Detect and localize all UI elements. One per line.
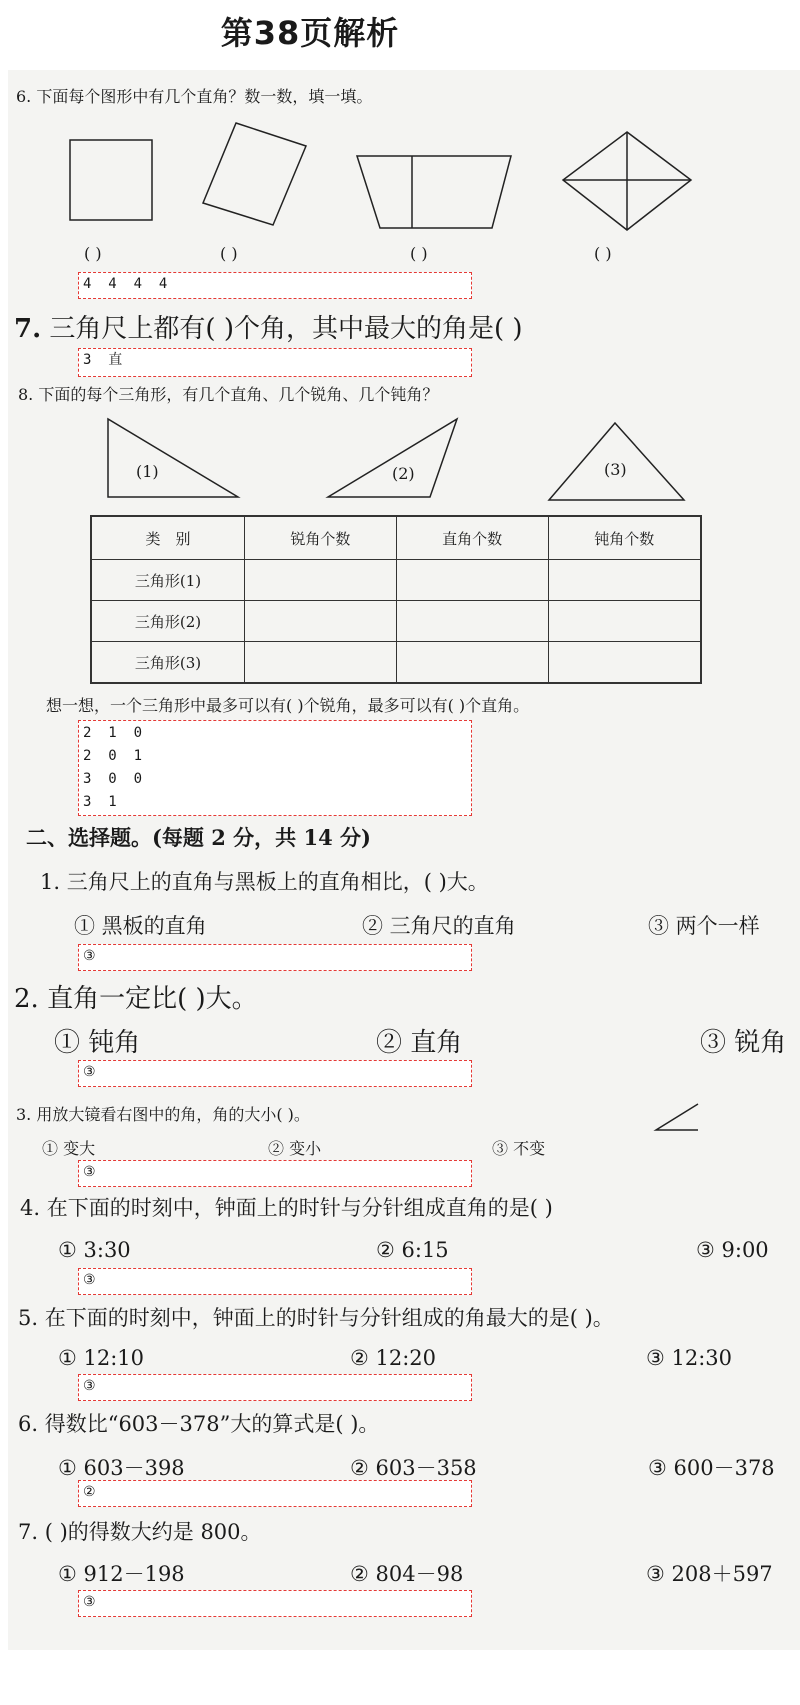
choice-3-option-1: ① 变大 [42,1139,96,1158]
choice-7-option-3: ③ 208＋597 [646,1562,773,1586]
choice-1-option-3: ③ 两个一样 [648,914,760,938]
answer-q8-line: 2 0 1 [83,748,143,764]
choice-2-option-1: ① 钝角 [54,1028,141,1058]
section-2-title: 二、选择题。(每题 2 分，共 14 分) [26,825,371,850]
choice-2-option-2: ② 直角 [376,1028,463,1058]
choice-4-text: 4. 在下面的时刻中，钟面上的时针与分针组成直角的是( ) [20,1196,553,1220]
header-category: 类 别 [91,516,245,560]
choice-3-option-3: ③ 不变 [492,1139,546,1158]
answer-c5: ③ [83,1378,96,1394]
choice-7-text: 7. ( )的得数大约是 800。 [18,1520,262,1544]
choice-5-text: 5. 在下面的时刻中，钟面上的时针与分针组成的角最大的是( )。 [18,1306,614,1330]
answer-c2: ③ [83,1064,96,1080]
answer-c4: ③ [83,1272,96,1288]
choice-5-option-3: ③ 12:30 [646,1346,733,1370]
choice-5-option-1: ① 12:10 [58,1346,145,1370]
choice-7-option-1: ① 912－198 [58,1562,185,1586]
header-acute: 锐角个数 [245,516,397,560]
blank-3: ( ) [410,244,428,263]
question-7-number: 7. [14,314,42,344]
choice-4-option-2: ② 6:15 [376,1238,449,1262]
choice-6-text: 6. 得数比“603－378”大的算式是( )。 [18,1412,380,1436]
blank-2: ( ) [220,244,238,263]
blank-4: ( ) [594,244,612,263]
choice-3-text: 3. 用放大镜看右图中的角，角的大小( )。 [16,1105,310,1124]
answer-box-c5 [78,1374,472,1401]
answer-q6: 4 4 4 4 [83,276,168,292]
answer-box-c7 [78,1590,472,1617]
triangle-2-label: (2) [392,464,415,483]
answer-box-c6 [78,1480,472,1507]
answer-q7: 3 直 [83,352,123,368]
answer-box-c3 [78,1160,472,1187]
answer-q8-line: 3 0 0 [83,771,143,787]
choice-6-option-3: ③ 600－378 [648,1456,775,1480]
answer-c7: ③ [83,1594,96,1610]
answer-q8-line: 2 1 0 [83,725,143,741]
answer-c6: ② [83,1484,96,1500]
choice-2-text: 2. 直角一定比( )大。 [14,984,258,1014]
choice-7-option-2: ② 804－98 [350,1562,464,1586]
choice-4-option-1: ① 3:30 [58,1238,131,1262]
question-8-text: 8. 下面的每个三角形，有几个直角、几个锐角、几个钝角？ [18,385,439,404]
think-prompt: 想一想，一个三角形中最多可以有( )个锐角，最多可以有( )个直角。 [46,696,530,715]
blank-1: ( ) [84,244,102,263]
answer-q8-line: 3 1 [83,794,117,810]
question-7-body: 三角尺上都有( )个角，其中最大的角是( ) [49,314,523,344]
choice-1-text: 1. 三角尺上的直角与黑板上的直角相比，( )大。 [40,870,489,894]
header-right: 直角个数 [396,516,548,560]
choice-1-option-1: ① 黑板的直角 [74,914,207,938]
answer-c1: ③ [83,948,96,964]
triangle-1-label: (1) [136,462,159,481]
page-title: 第38页解析 [220,14,400,52]
choice-5-option-2: ② 12:20 [350,1346,437,1370]
triangle-3-label: (3) [604,460,627,479]
choice-2-option-3: ③ 锐角 [700,1028,787,1058]
choice-3-option-2: ② 变小 [268,1139,322,1158]
question-6-text: 6. 下面每个图形中有几个直角？数一数，填一填。 [16,87,373,106]
answer-c3: ③ [83,1164,96,1180]
row-label: 三角形(1) [91,560,245,601]
header-obtuse: 钝角个数 [548,516,701,560]
row-label: 三角形(2) [91,601,245,642]
row-label: 三角形(3) [91,642,245,684]
choice-4-option-3: ③ 9:00 [696,1238,769,1262]
answer-box-c4 [78,1268,472,1295]
choice-1-option-2: ② 三角尺的直角 [362,914,516,938]
choice-6-option-2: ② 603－358 [350,1456,477,1480]
choice-6-option-1: ① 603－398 [58,1456,185,1480]
